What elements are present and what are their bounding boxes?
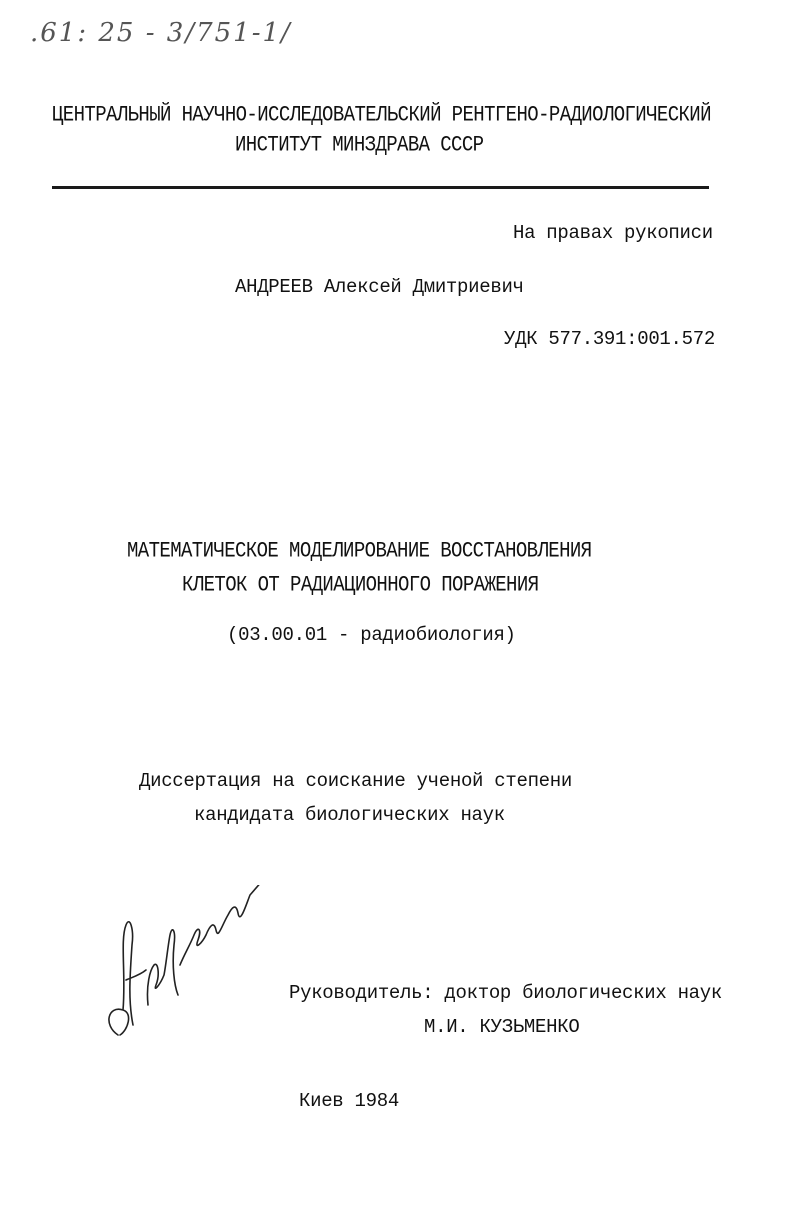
author-signature xyxy=(98,885,268,1045)
supervisor-name: М.И. КУЗЬМЕНКО xyxy=(424,1016,580,1038)
specialty-code: (03.00.01 - радиобиология) xyxy=(227,624,516,646)
rights-note: На правах рукописи xyxy=(513,222,713,244)
degree-line-2: кандидата биологических наук xyxy=(194,804,505,826)
thesis-title-line-2: КЛЕТОК ОТ РАДИАЦИОННОГО ПОРАЖЕНИЯ xyxy=(182,572,539,598)
supervisor-line-1: Руководитель: доктор биологических наук xyxy=(289,982,722,1004)
header-divider xyxy=(52,186,709,189)
place-year: Киев 1984 xyxy=(299,1090,399,1112)
archive-handwritten-note: .61: 25 - 3/751-1/ xyxy=(30,18,292,48)
thesis-title-line-1: МАТЕМАТИЧЕСКОЕ МОДЕЛИРОВАНИЕ ВОССТАНОВЛЕНИЯ xyxy=(127,538,592,564)
author-name: АНДРЕЕВ Алексей Дмитриевич xyxy=(235,276,524,298)
udc-code: УДК 577.391:001.572 xyxy=(504,328,715,350)
institution-line-1: ЦЕНТРАЛЬНЫЙ НАУЧНО-ИССЛЕДОВАТЕЛЬСКИЙ РЕНТГЕНО-РАДИОЛОГИЧЕСКИЙ xyxy=(52,102,711,128)
institution-line-2: ИНСТИТУТ МИНЗДРАВА СССР xyxy=(235,132,484,158)
degree-line-1: Диссертация на соискание ученой степени xyxy=(139,770,572,792)
